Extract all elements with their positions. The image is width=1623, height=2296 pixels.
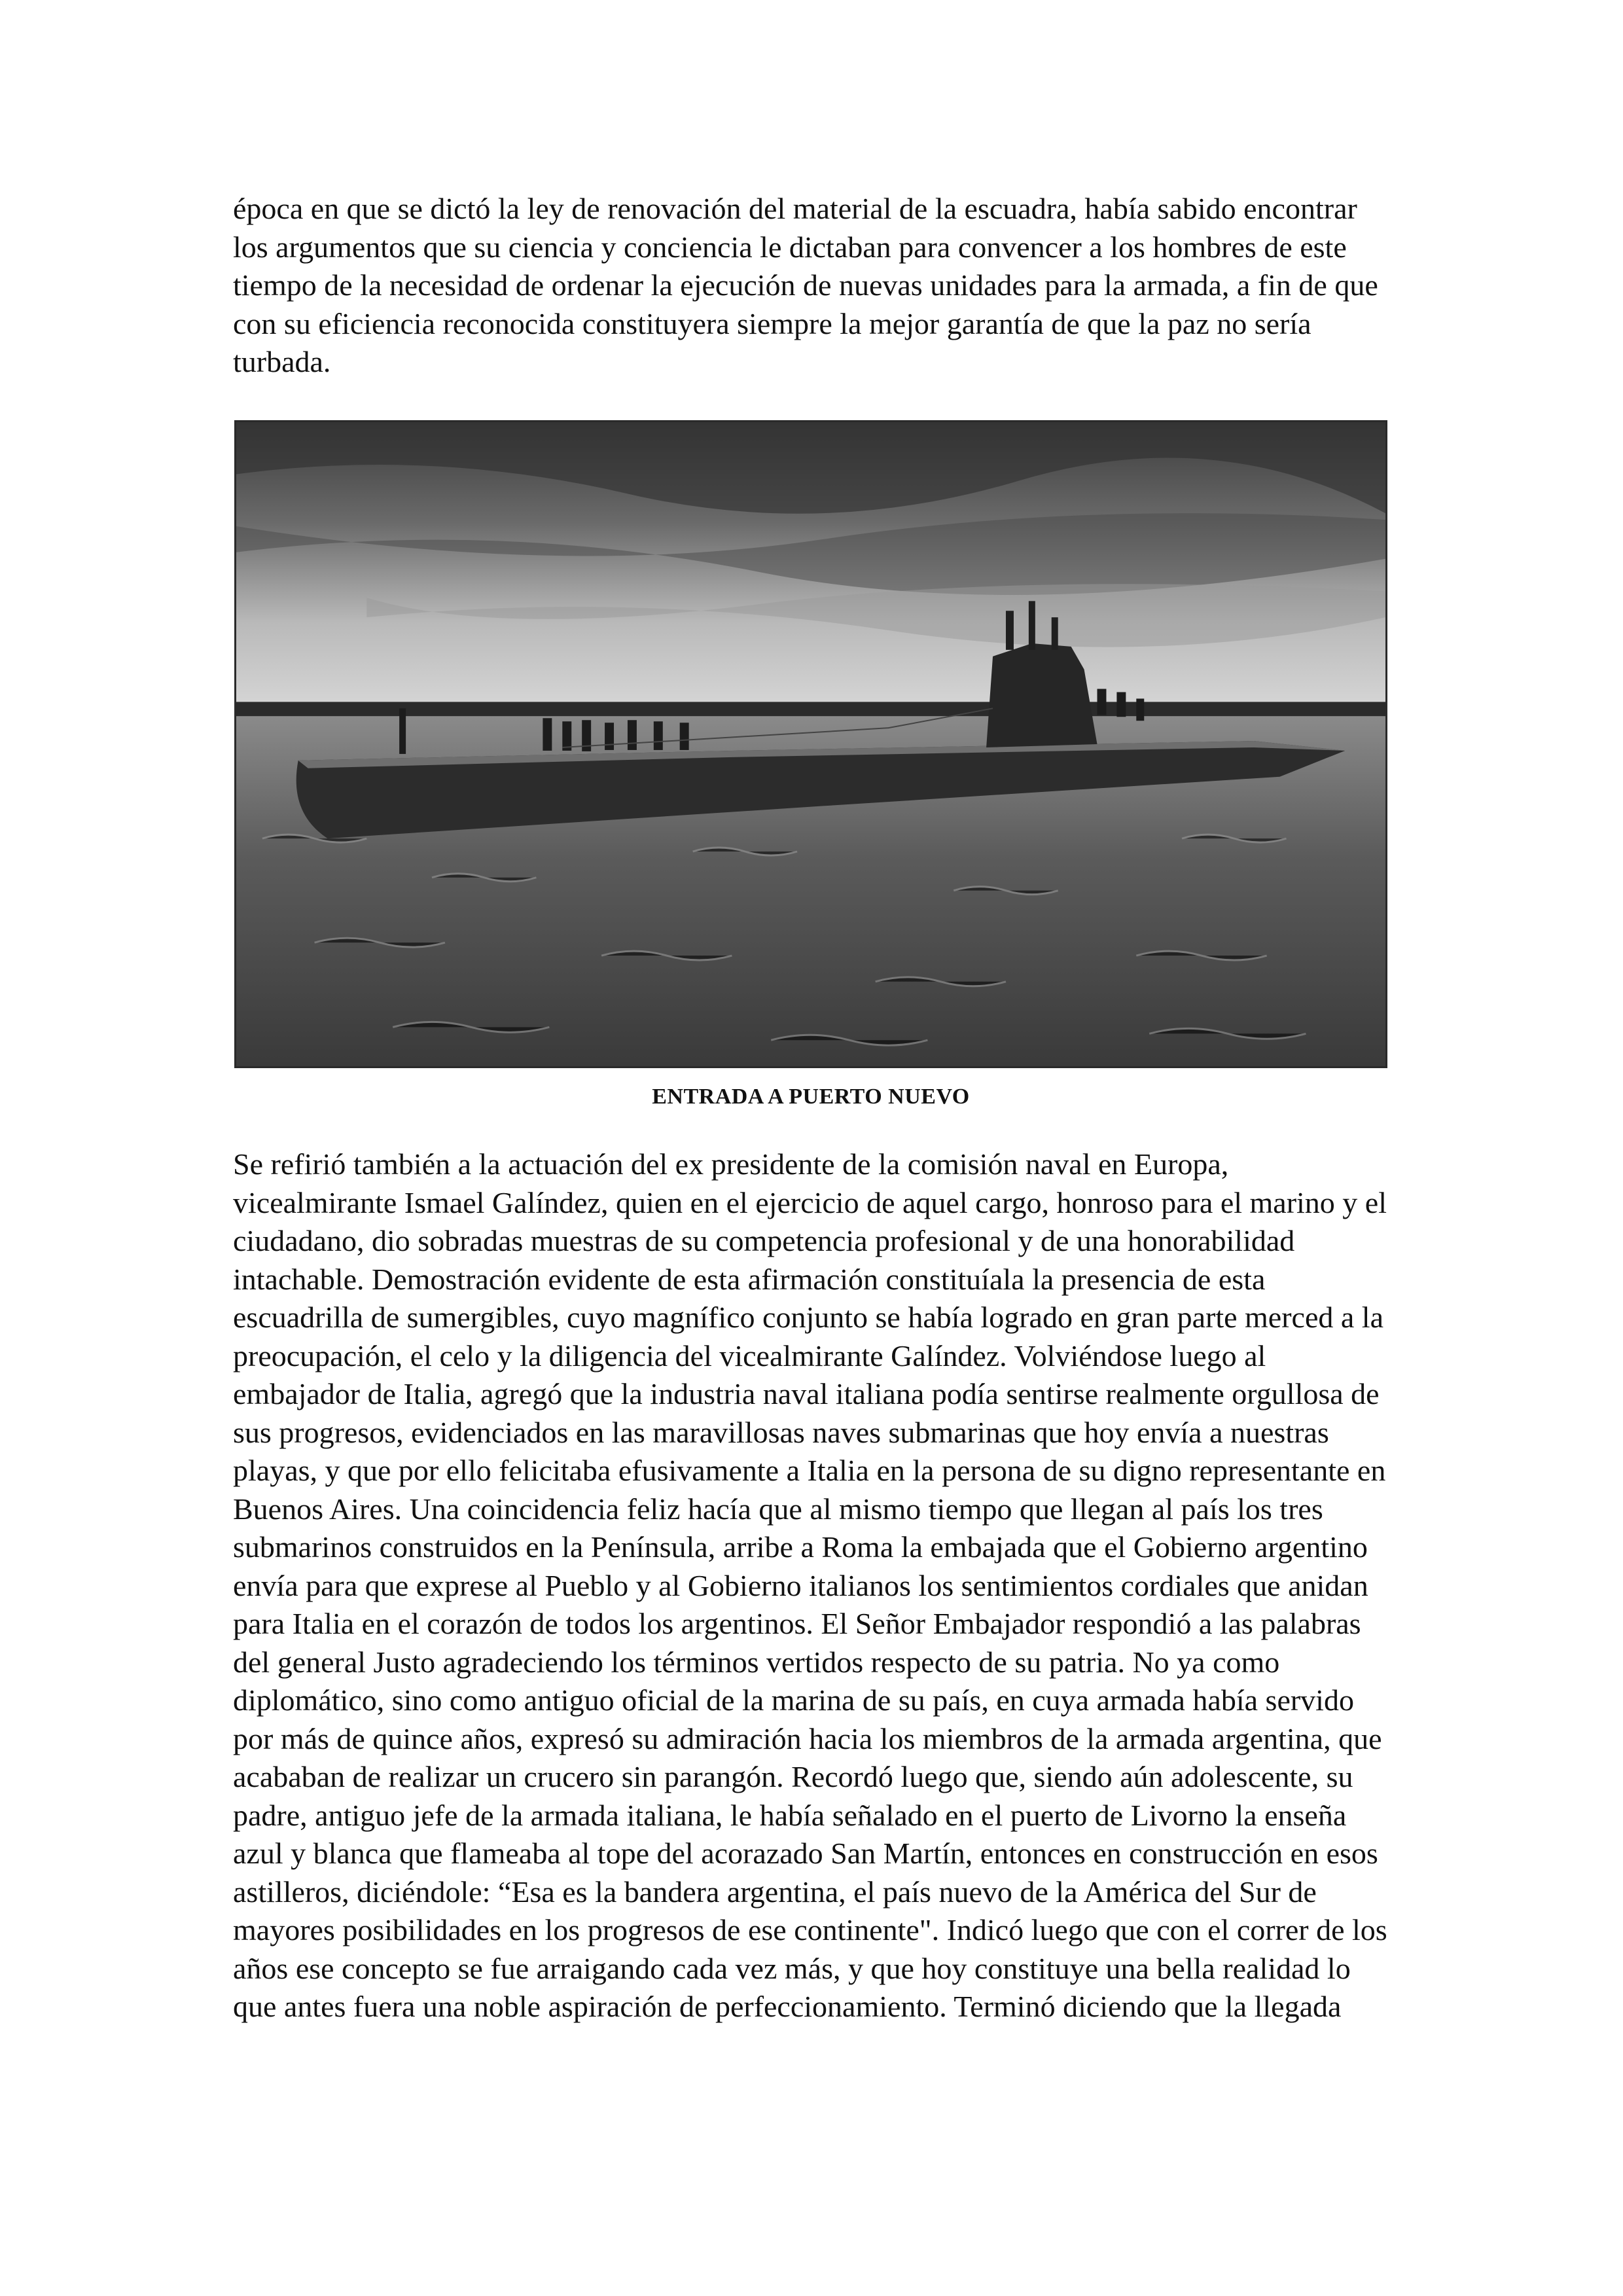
paragraph-intro: época en que se dictó la ley de renovación del material de la escuadra, había sabido encontrar los argumentos que su ciencia y conciencia le dictaban para convencer a los hombres de este tiempo de la necesidad de ordenar la ejecución de nuevas unidades para la armada, a fin de que con su eficiencia reconocida constituyera siempre la mejor garantía de que la paz no sería turbada. xyxy=(233,192,1378,378)
paragraph-body: Se refirió también a la actuación del ex presidente de la comisión naval en Europa, vicealmirante Ismael Galíndez, quien en el ejercicio de aquel cargo, honroso para el marino y el ciudadano, dio sobradas muestras de su competencia profesional y de una honorabilidad intachable. Demostración evidente de esta afirmación constituíala la presencia de esta escuadrilla de sumergibles, cuyo magnífico conjunto se había logrado en gran parte merced a la preocupación, el celo y la diligencia del vicealmirante Galíndez. Volviéndose luego al embajador de Italia, agregó que la industria naval italiana podía sentirse realmente orgullosa de sus progresos, evidenciados en las maravillosas naves submarinas que hoy envía a nuestras playas, y que por ello felicitaba efusivamente a Italia en la persona de su digno representante en Buenos Aires. Una coincidencia feliz hacía que al mismo tiempo que llegan al país los tres submarinos construidos en la Península, arribe a Roma la embajada que el Gobierno argentino envía para que exprese al Pueblo y al Gobierno italianos los sentimientos cordiales que anidan para Italia en el corazón de todos los argentinos. El Señor Embajador respondió a las palabras del general Justo agradeciendo los términos vertidos respecto de su patria. No ya como diplomático, sino como antiguo oficial de la marina de su país, en cuya armada había servido por más de quince años, expresó su admiración hacia los miembros de la armada argentina, que acababan de realizar un crucero sin parangón. Recordó luego que, siendo aún adolescente, su padre, antiguo jefe de la armada italiana, le había señalado en el puerto de Livorno la enseña azul y blanca que flameaba al tope del acorazado San Martín, entonces en construcción en esos astilleros, diciéndole: “Esa es la bandera argentina, el país nuevo de la América del Sur de mayores posibilidades en los progresos de ese continente". Indicó luego que con el correr de los años ese concepto se fue arraigando cada vez más, y que hoy constituye una bella realidad lo que antes fuera una noble aspiración de perfeccionamiento. Terminó diciendo que la llegada xyxy=(233,1147,1387,2023)
submarine-photo xyxy=(234,420,1387,1068)
figure-caption: ENTRADA A PUERTO NUEVO xyxy=(652,1085,970,1109)
submarine-photo-illustration xyxy=(236,422,1385,1066)
